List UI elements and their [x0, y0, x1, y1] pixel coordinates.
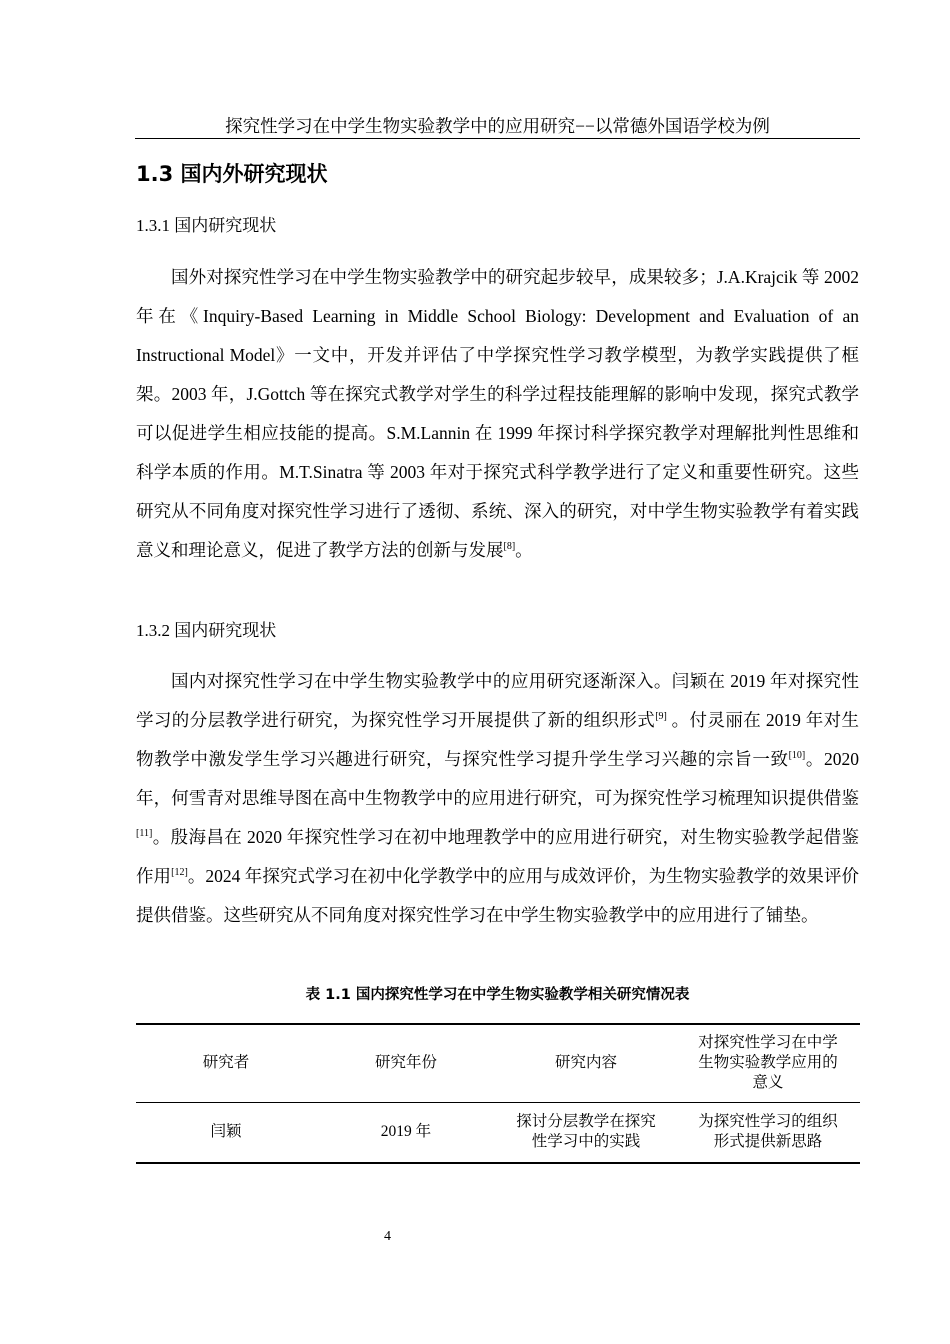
header-researcher: 研究者 [202, 1054, 250, 1072]
subsection-heading-2: 1.3.2 国内研究现状 [136, 621, 277, 640]
header-significance: 对探究性学习在中学生物实验教学应用的意义 [698, 1034, 838, 1092]
section-heading: 1.3 国内外研究现状 [136, 162, 328, 186]
citation-ref: [8] [503, 541, 516, 552]
paragraph-domestic-research: 国内对探究性学习在中学生物实验教学中的应用研究逐渐深入。闫颖在 2019 年对探究性学习的分层教学进行研究，为探究性学习开展提供了新的组织形式[9] 。付灵丽在 2019 年对生物教学中激发学生学习兴趣进行研究，与探究性学习提升学生学习兴趣的宗旨一致[10]。2020 年，何雪青对思维导图在高中生物教学中的应用进行研究，可为探究性学习梳理知识提供借鉴[11]。殷海昌在 2020 年探究性学习在初中地理教学中的应用进行研究，对生物实验教学起借鉴作用[12]。2024 年探究式学习在初中化学教学中的应用与成效评价，为生物实验教学的效果评价提供借鉴。这些研究从不同角度对探究性学习在中学生物实验教学中的应用进行了铺垫。 [136, 671, 860, 925]
table-row [136, 1102, 860, 1163]
citation-ref: [11] [136, 828, 153, 839]
citation-ref: [10] [788, 750, 806, 761]
subsection-heading-1: 1.3.1 国内研究现状 [136, 216, 277, 235]
cell-year: 2019 年 [380, 1123, 432, 1141]
citation-ref: [9] [655, 711, 667, 722]
citation-ref: [12] [171, 867, 188, 878]
cell-significance: 为探究性学习的组织形式提供新思路 [698, 1113, 838, 1151]
running-header: 探究性学习在中学生物实验教学中的应用研究−−以常德外国语学校为例 [135, 115, 860, 139]
table-caption: 表 1.1 国内探究性学习在中学生物实验教学相关研究情况表 [305, 987, 690, 1003]
paragraph-foreign-research: 国外对探究性学习在中学生物实验教学中的研究起步较早，成果较多；J.A.Krajcik 等 2002 年在《Inquiry-Based Learning in Middle School Biology: Development and Evaluation of an Instructional Model》一文中，开发并评估了中学探究性学习教学模型，为教学实践提供了框架。2003 年，J.Gottch 等在探究式教学对学生的科学过程技能理解的影响中发现，探究式教学可以促进学生相应技能的提高。S.M.Lannin 在 1999 年探讨科学探究教学对理解批判性思维和科学本质的作用。M.T.Sinatra 等 2003 年对于探究式科学教学进行了定义和重要性研究。这些研究从不同角度对探究性学习进行了透彻、系统、深入的研究，对中学生物实验教学有着实践意义和理论意义，促进了教学方法的创新与发展[8]。 [136, 267, 859, 560]
table-header-row [136, 1024, 860, 1102]
page-number: 4 [384, 1229, 391, 1244]
header-year: 研究年份 [374, 1054, 437, 1072]
header-content: 研究内容 [554, 1054, 617, 1072]
cell-content: 探讨分层教学在探究性学习中的实践 [516, 1113, 656, 1151]
research-table [136, 1023, 860, 1164]
cell-researcher: 闫颖 [210, 1123, 242, 1141]
